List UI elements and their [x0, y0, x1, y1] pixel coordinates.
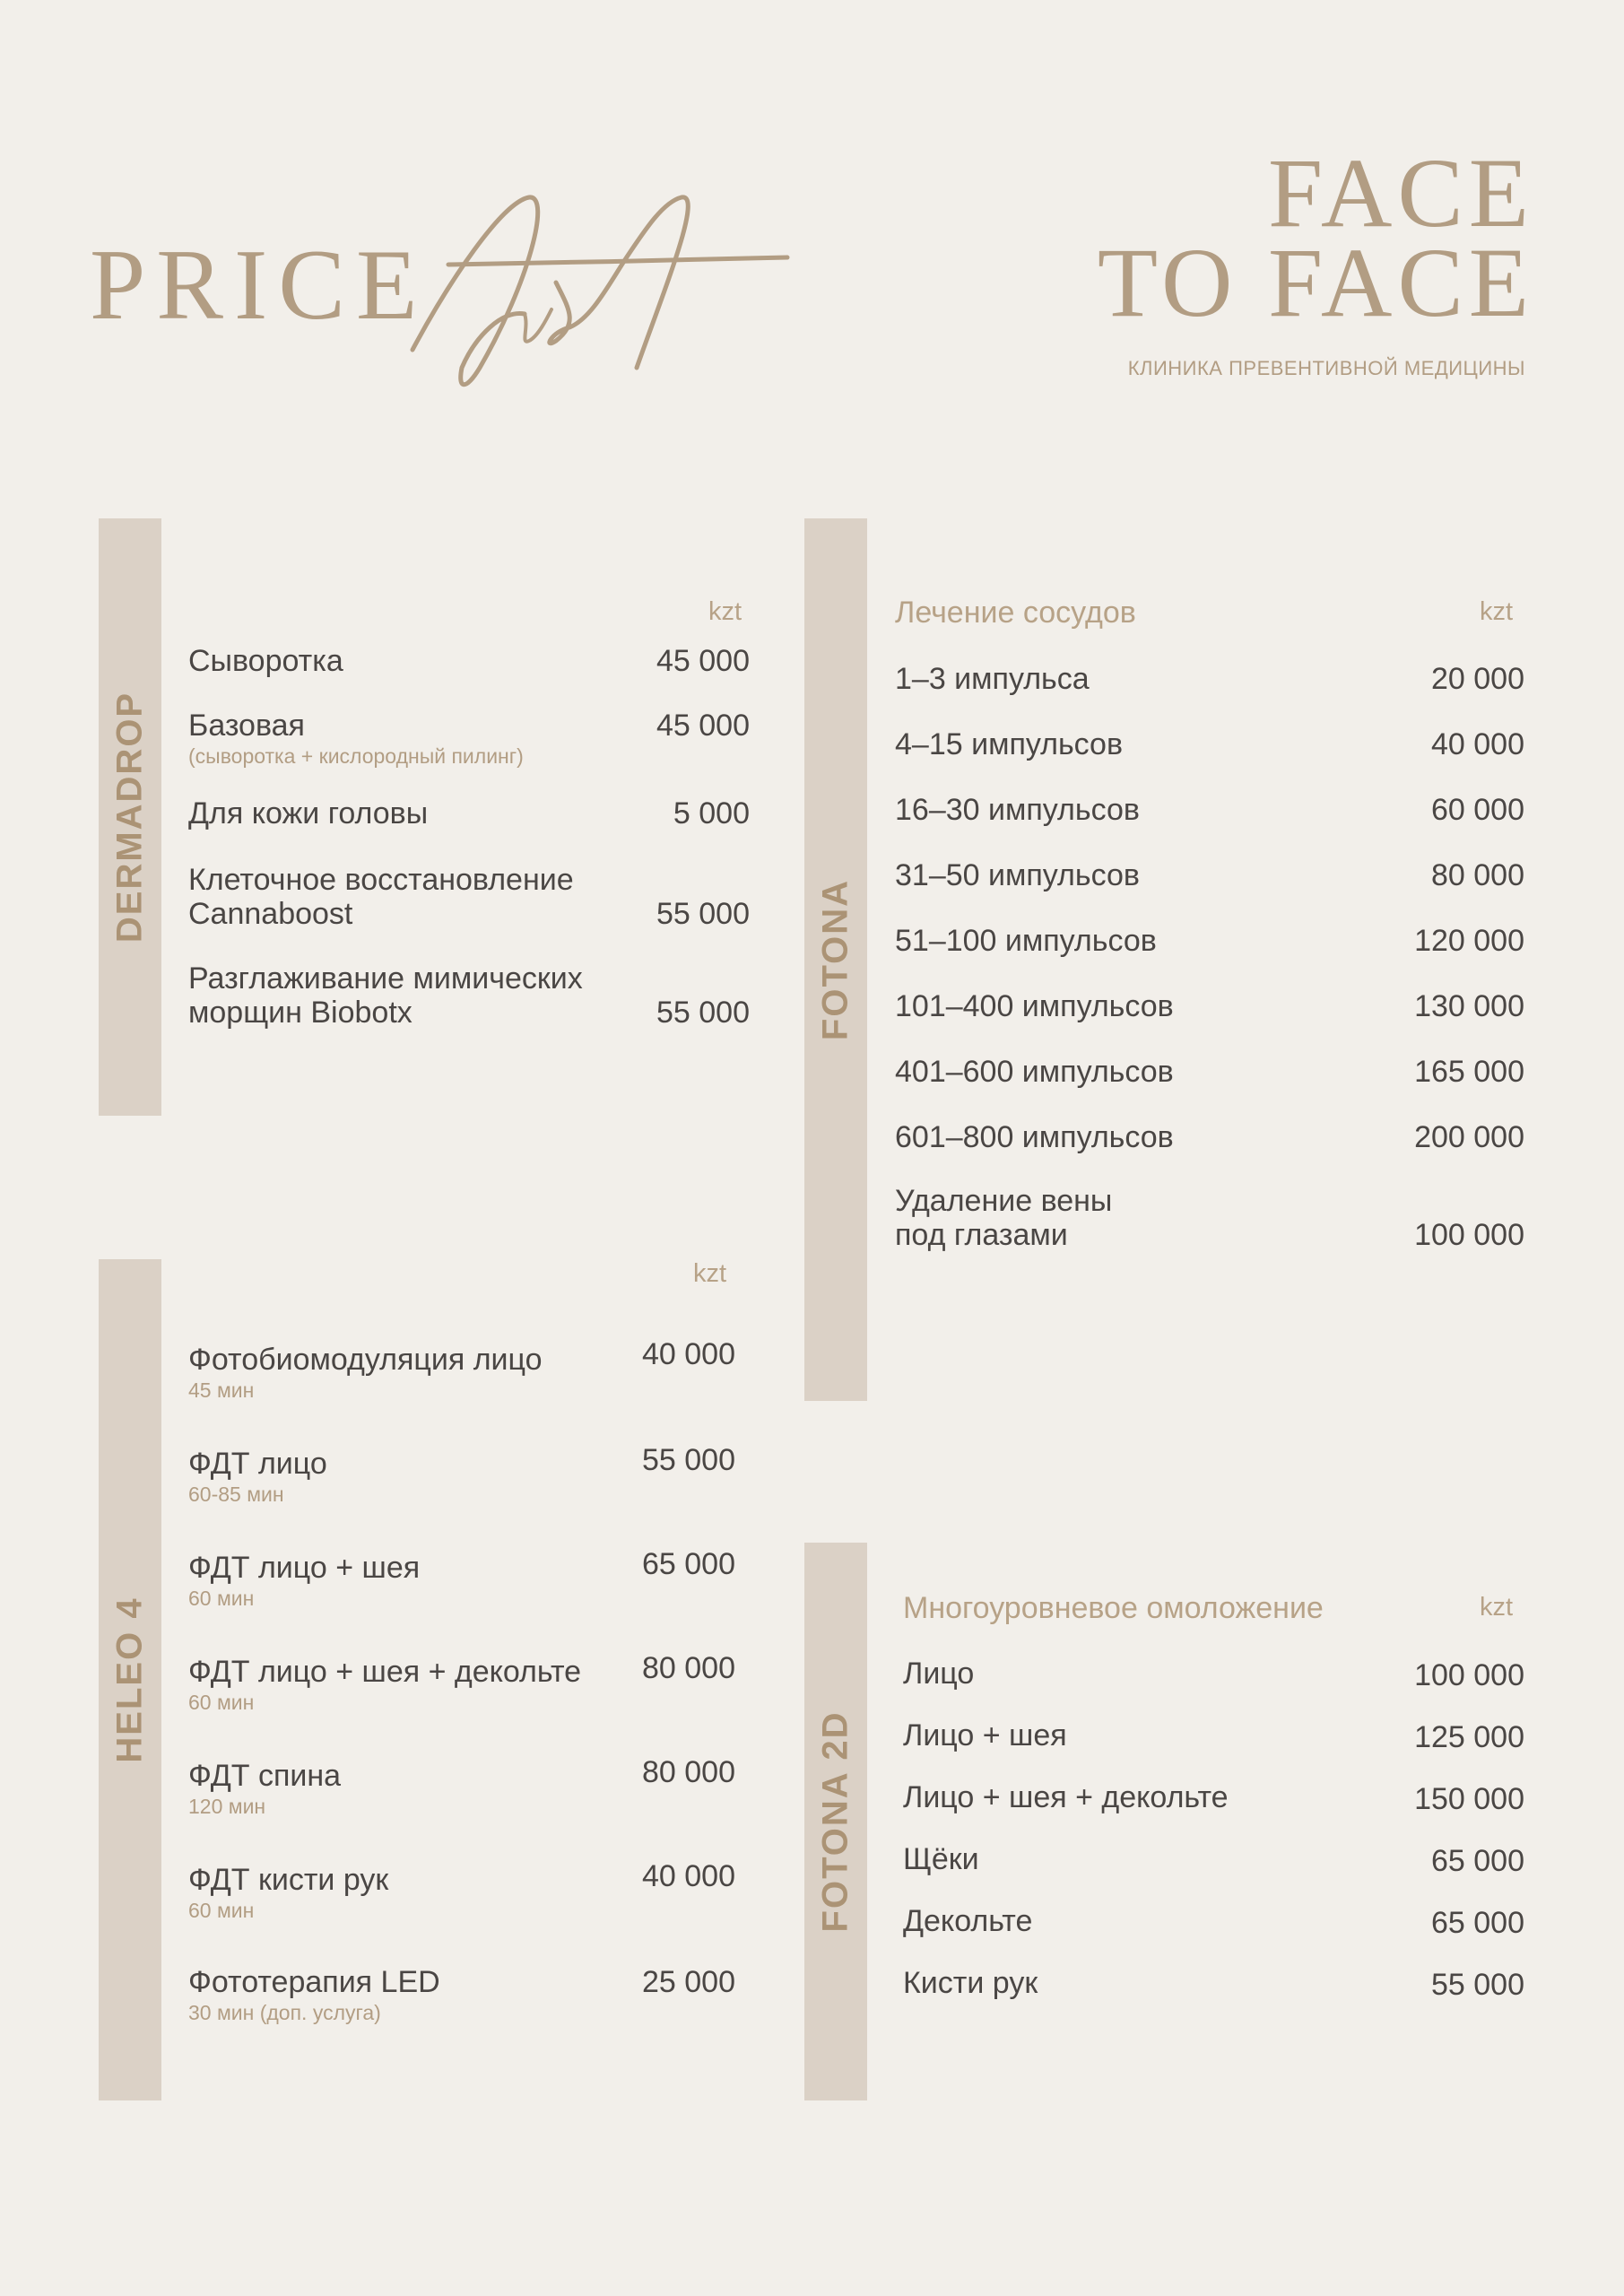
- list-item: [895, 924, 1524, 960]
- item-note: 30 мин (доп. услуга): [188, 2001, 381, 2024]
- item-name: Для кожи головы: [188, 796, 429, 831]
- item-note: 120 мин: [188, 1795, 266, 1818]
- item-name: 601–800 импульсов: [895, 1120, 1174, 1154]
- face-to-face-logo: [1086, 138, 1534, 337]
- item-price: 55 000: [656, 996, 750, 1030]
- list-item: [895, 727, 1524, 763]
- list-item: [188, 1651, 735, 1718]
- item-price: 120 000: [1414, 924, 1524, 958]
- item-name-line1: Клеточное восстановление: [188, 863, 574, 897]
- list-item: [895, 1055, 1524, 1091]
- item-price: 100 000: [1414, 1218, 1524, 1252]
- dermadrop-bar: [99, 518, 161, 1116]
- list-item: [188, 1755, 735, 1822]
- item-name-line1: Удаление вены: [895, 1184, 1113, 1218]
- item-price: 55 000: [656, 897, 750, 931]
- item-price: 200 000: [1414, 1120, 1524, 1154]
- clinic-tagline: КЛИНИКА ПРЕВЕНТИВНОЙ МЕДИЦИНЫ: [1127, 357, 1525, 379]
- item-price: 130 000: [1414, 989, 1524, 1023]
- item-name: ФДТ спина: [188, 1759, 342, 1793]
- item-price: 165 000: [1414, 1055, 1524, 1089]
- heleo-currency: kzt: [693, 1259, 727, 1288]
- item-price: 5 000: [673, 796, 750, 831]
- fotona-subtitle: Лечение сосудов: [895, 596, 1136, 630]
- item-name: Кисти рук: [903, 1966, 1038, 2000]
- item-price: 80 000: [642, 1651, 735, 1685]
- item-name-line2: морщин Biobotx: [188, 996, 413, 1030]
- item-note: 60 мин: [188, 1691, 255, 1714]
- list-script-logo: [395, 175, 798, 395]
- item-note: 45 мин: [188, 1378, 255, 1402]
- item-name: Лицо + шея + декольте: [903, 1780, 1229, 1814]
- item-name: 16–30 импульсов: [895, 793, 1140, 827]
- item-price: 40 000: [642, 1337, 735, 1371]
- item-name: ФДТ лицо: [188, 1447, 327, 1481]
- fotona-bar: [804, 518, 867, 1401]
- item-name: Щёки: [903, 1842, 979, 1876]
- item-name-line1: Разглаживание мимических: [188, 961, 583, 996]
- item-price: 45 000: [656, 709, 750, 743]
- item-price: 20 000: [1431, 662, 1524, 696]
- list-item: [903, 1718, 1524, 1754]
- item-name: Лицо + шея: [903, 1718, 1067, 1752]
- item-name: ФДТ лицо + шея + декольте: [188, 1655, 582, 1689]
- item-name: Фототерапия LED: [188, 1965, 440, 1999]
- item-name: Сыворотка: [188, 644, 343, 678]
- item-name: Базовая: [188, 709, 305, 743]
- item-price: 65 000: [1431, 1906, 1524, 1940]
- item-price: 55 000: [1431, 1968, 1524, 2002]
- item-name: ФДТ лицо + шея: [188, 1551, 421, 1585]
- list-item: [188, 1443, 735, 1509]
- fotona-label: FOTONA: [815, 878, 855, 1041]
- item-price: 40 000: [1431, 727, 1524, 761]
- item-price: 40 000: [642, 1859, 735, 1893]
- fotona2d-bar: [804, 1543, 867, 2100]
- dermadrop-currency: kzt: [708, 597, 743, 626]
- list-item: [188, 1547, 735, 1613]
- list-item: [188, 863, 750, 935]
- logo-line-1: FACE: [1267, 138, 1534, 248]
- fotona2d-currency: kzt: [1480, 1593, 1514, 1622]
- item-price: 65 000: [1431, 1844, 1524, 1878]
- logo-line-2: TO FACE: [1097, 228, 1534, 337]
- item-price: 125 000: [1414, 1720, 1524, 1754]
- item-price: 65 000: [642, 1547, 735, 1581]
- item-name-line2: под глазами: [895, 1218, 1068, 1252]
- list-item: [895, 793, 1524, 829]
- item-note: 60 мин: [188, 1587, 255, 1610]
- item-name: Фотобиомодуляция лицо: [188, 1343, 543, 1377]
- item-name: Лицо: [903, 1657, 975, 1691]
- item-name: 101–400 импульсов: [895, 989, 1174, 1023]
- item-name-line2: Cannaboost: [188, 897, 353, 931]
- item-price: 25 000: [642, 1965, 735, 1999]
- item-name: Декольте: [903, 1904, 1033, 1938]
- item-name: 31–50 импульсов: [895, 858, 1140, 892]
- list-item: [903, 1966, 1524, 2002]
- item-price: 60 000: [1431, 793, 1524, 827]
- list-item: [895, 858, 1524, 894]
- item-name: 51–100 импульсов: [895, 924, 1157, 958]
- item-price: 150 000: [1414, 1782, 1524, 1816]
- item-name: 401–600 импульсов: [895, 1055, 1174, 1089]
- list-item: [895, 662, 1524, 698]
- item-name: 4–15 импульсов: [895, 727, 1124, 761]
- list-item: [903, 1842, 1524, 1878]
- item-note: 60 мин: [188, 1899, 255, 1922]
- list-item: [188, 796, 750, 832]
- heleo-bar: [99, 1259, 161, 2100]
- list-item: [903, 1780, 1524, 1816]
- list-item: [188, 709, 750, 771]
- fotona2d-label: FOTONA 2D: [815, 1710, 855, 1933]
- item-price: 80 000: [1431, 858, 1524, 892]
- item-note: (сыворотка + кислородный пилинг): [188, 744, 524, 768]
- item-name: ФДТ кисти рук: [188, 1863, 389, 1897]
- item-name: 1–3 импульса: [895, 662, 1090, 696]
- price-title: PRICE: [90, 230, 429, 341]
- dermadrop-label: DERMADROP: [109, 691, 150, 944]
- fotona-currency: kzt: [1480, 597, 1514, 626]
- list-item: [188, 1859, 735, 1926]
- list-item: [895, 1184, 1524, 1256]
- list-item: [895, 1120, 1524, 1156]
- item-note: 60-85 мин: [188, 1483, 284, 1506]
- item-price: 45 000: [656, 644, 750, 678]
- item-price: 100 000: [1414, 1658, 1524, 1692]
- list-item: [188, 1965, 735, 2028]
- list-item: [903, 1904, 1524, 1940]
- list-item: [188, 961, 750, 1033]
- item-price: 80 000: [642, 1755, 735, 1789]
- item-price: 55 000: [642, 1443, 735, 1477]
- fotona2d-subtitle: Многоуровневое омоложение: [903, 1591, 1324, 1625]
- list-item: [895, 989, 1524, 1025]
- heleo-label: HELEO 4: [109, 1596, 150, 1763]
- list-item: [188, 1337, 735, 1405]
- list-item: [903, 1657, 1524, 1692]
- list-item: [188, 644, 750, 680]
